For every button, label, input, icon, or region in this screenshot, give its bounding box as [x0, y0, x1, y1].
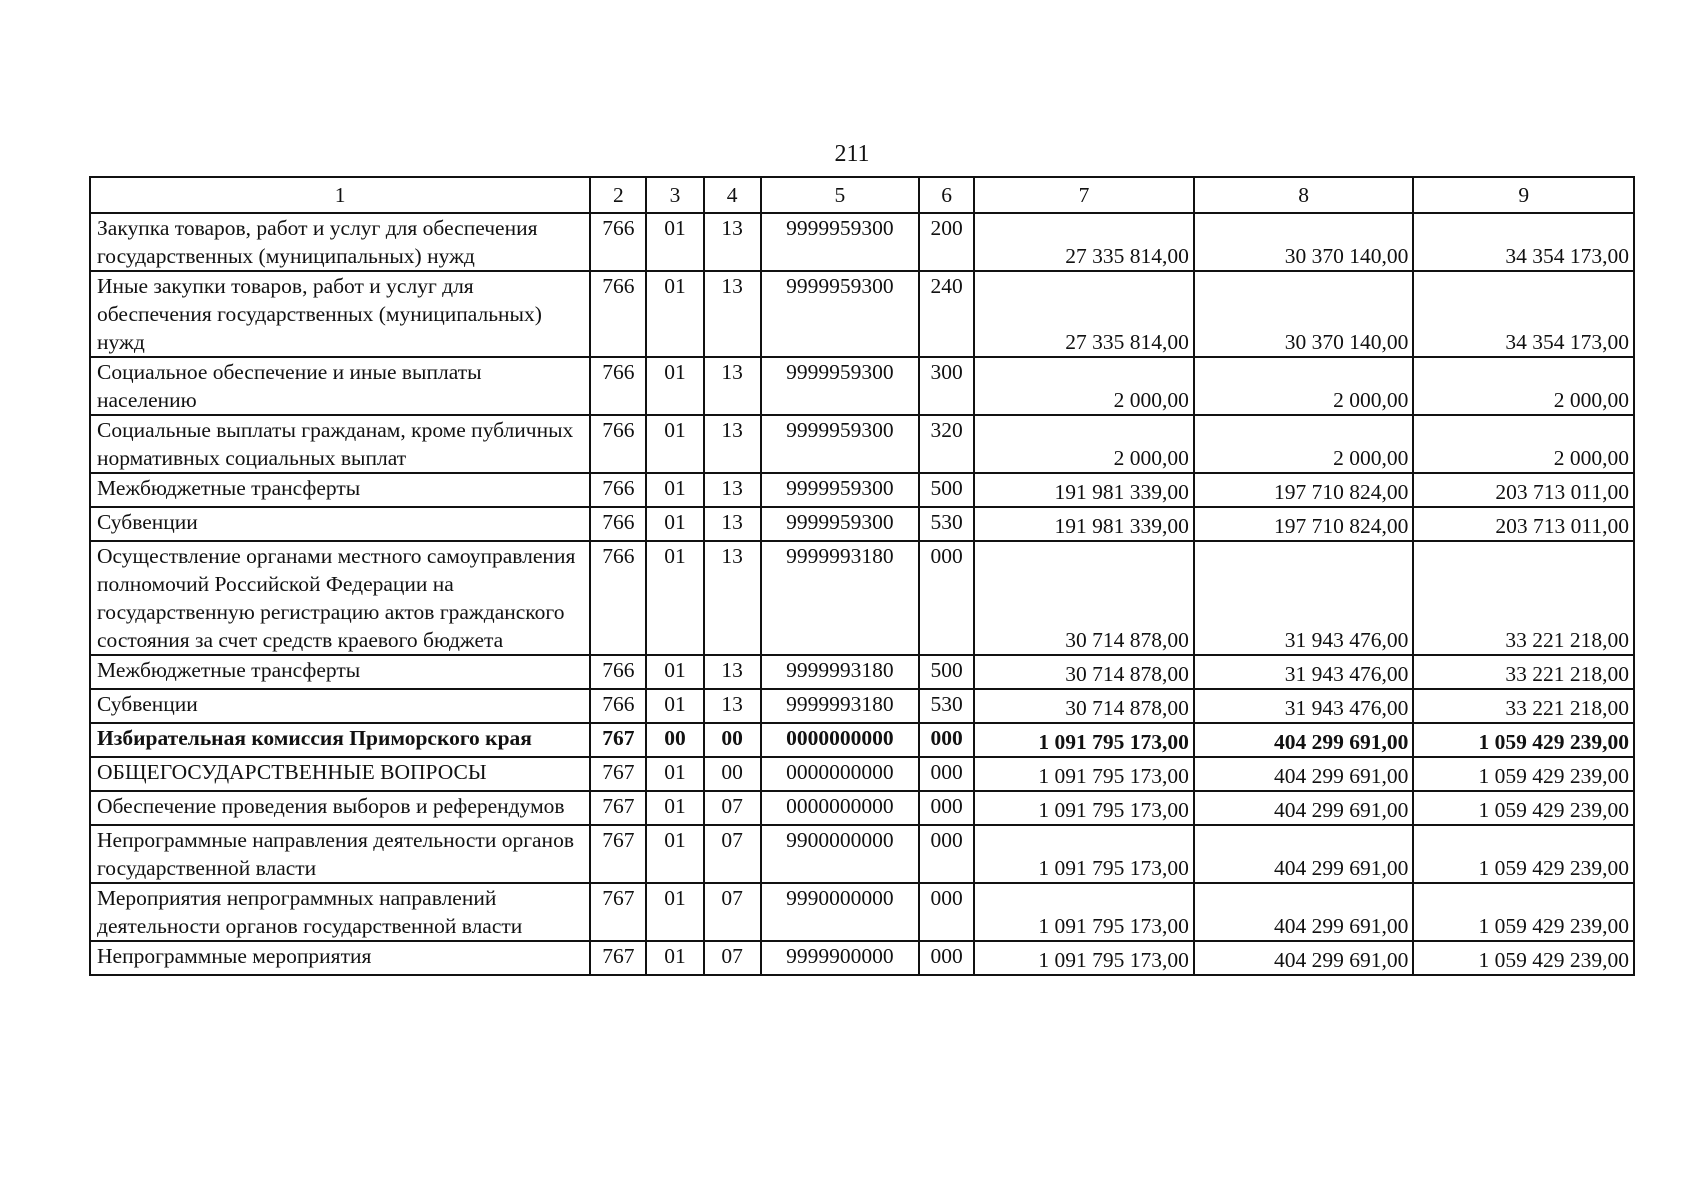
amount-col8-cell: 30 370 140,00 — [1194, 213, 1414, 271]
code-admin-cell: 766 — [590, 415, 646, 473]
amount-col7-cell: 1 091 795 173,00 — [974, 723, 1194, 757]
amount-col9-cell: 1 059 429 239,00 — [1413, 825, 1634, 883]
code-expense-type-cell: 000 — [919, 825, 974, 883]
table-row — [90, 655, 1634, 689]
amount-col7-cell: 30 714 878,00 — [974, 689, 1194, 723]
code-admin-cell: 766 — [590, 655, 646, 689]
code-section-cell: 01 — [646, 415, 703, 473]
amount-col9-cell: 34 354 173,00 — [1413, 271, 1634, 357]
code-target-cell: 9999959300 — [761, 415, 919, 473]
amount-col7-cell: 2 000,00 — [974, 357, 1194, 415]
code-subsection-cell: 13 — [704, 271, 761, 357]
code-section-cell: 01 — [646, 825, 703, 883]
code-subsection-cell: 00 — [704, 757, 761, 791]
amount-col8-cell: 30 370 140,00 — [1194, 271, 1414, 357]
amount-col8-cell: 404 299 691,00 — [1194, 723, 1414, 757]
table-row — [90, 473, 1634, 507]
amount-col8-cell: 2 000,00 — [1194, 415, 1414, 473]
code-subsection-cell: 07 — [704, 825, 761, 883]
header-cell: 9 — [1413, 177, 1634, 213]
amount-col8-cell: 31 943 476,00 — [1194, 655, 1414, 689]
code-target-cell: 9999900000 — [761, 941, 919, 975]
amount-col7-cell: 191 981 339,00 — [974, 507, 1194, 541]
amount-col7-cell: 1 091 795 173,00 — [974, 757, 1194, 791]
row-name-cell: Субвенции — [90, 689, 590, 723]
code-admin-cell: 767 — [590, 791, 646, 825]
code-target-cell: 9999993180 — [761, 689, 919, 723]
amount-col8-cell: 197 710 824,00 — [1194, 507, 1414, 541]
amount-col9-cell: 33 221 218,00 — [1413, 655, 1634, 689]
amount-col7-cell: 1 091 795 173,00 — [974, 825, 1194, 883]
amount-col7-cell: 30 714 878,00 — [974, 541, 1194, 655]
code-target-cell: 9999959300 — [761, 473, 919, 507]
code-expense-type-cell: 000 — [919, 757, 974, 791]
amount-col9-cell: 1 059 429 239,00 — [1413, 883, 1634, 941]
code-section-cell: 01 — [646, 655, 703, 689]
code-section-cell: 01 — [646, 757, 703, 791]
page-number: 211 — [834, 141, 870, 167]
code-target-cell: 9999959300 — [761, 271, 919, 357]
table-row — [90, 825, 1634, 883]
row-name-cell: Осуществление органами местного самоуправления полномочий Российской Федерации на государственную регистрацию актов гражданского состояния за счет средств краевого бюджета — [90, 541, 590, 655]
amount-col8-cell: 404 299 691,00 — [1194, 757, 1414, 791]
table-row — [90, 271, 1634, 357]
amount-col9-cell: 203 713 011,00 — [1413, 507, 1634, 541]
code-subsection-cell: 13 — [704, 357, 761, 415]
code-target-cell: 0000000000 — [761, 757, 919, 791]
amount-col9-cell: 1 059 429 239,00 — [1413, 941, 1634, 975]
row-name-cell: Межбюджетные трансферты — [90, 655, 590, 689]
code-target-cell: 9999993180 — [761, 541, 919, 655]
amount-col9-cell: 33 221 218,00 — [1413, 689, 1634, 723]
amount-col8-cell: 2 000,00 — [1194, 357, 1414, 415]
amount-col9-cell: 34 354 173,00 — [1413, 213, 1634, 271]
code-subsection-cell: 13 — [704, 213, 761, 271]
amount-col9-cell: 1 059 429 239,00 — [1413, 757, 1634, 791]
code-subsection-cell: 13 — [704, 507, 761, 541]
code-expense-type-cell: 000 — [919, 941, 974, 975]
table-row — [90, 213, 1634, 271]
code-subsection-cell: 13 — [704, 655, 761, 689]
code-subsection-cell: 07 — [704, 791, 761, 825]
code-section-cell: 01 — [646, 941, 703, 975]
code-section-cell: 01 — [646, 541, 703, 655]
amount-col9-cell: 203 713 011,00 — [1413, 473, 1634, 507]
amount-col7-cell: 1 091 795 173,00 — [974, 791, 1194, 825]
code-subsection-cell: 13 — [704, 689, 761, 723]
code-subsection-cell: 07 — [704, 941, 761, 975]
code-section-cell: 01 — [646, 473, 703, 507]
amount-col7-cell: 191 981 339,00 — [974, 473, 1194, 507]
table-row — [90, 757, 1634, 791]
table-row — [90, 941, 1634, 975]
row-name-cell: Непрограммные направления деятельности органов государственной власти — [90, 825, 590, 883]
code-admin-cell: 766 — [590, 213, 646, 271]
code-subsection-cell: 13 — [704, 415, 761, 473]
header-cell: 1 — [90, 177, 590, 213]
table-row — [90, 507, 1634, 541]
code-admin-cell: 766 — [590, 271, 646, 357]
row-name-cell: ОБЩЕГОСУДАРСТВЕННЫЕ ВОПРОСЫ — [90, 757, 590, 791]
code-admin-cell: 766 — [590, 473, 646, 507]
code-subsection-cell: 07 — [704, 883, 761, 941]
code-target-cell: 9999959300 — [761, 357, 919, 415]
header-cell: 2 — [590, 177, 646, 213]
code-subsection-cell: 00 — [704, 723, 761, 757]
row-name-cell: Обеспечение проведения выборов и референдумов — [90, 791, 590, 825]
code-expense-type-cell: 240 — [919, 271, 974, 357]
code-expense-type-cell: 000 — [919, 723, 974, 757]
code-section-cell: 01 — [646, 357, 703, 415]
code-target-cell: 9999959300 — [761, 507, 919, 541]
code-admin-cell: 766 — [590, 541, 646, 655]
code-admin-cell: 766 — [590, 689, 646, 723]
table-row — [90, 415, 1634, 473]
row-name-cell: Иные закупки товаров, работ и услуг для обеспечения государственных (муниципальных) нужд — [90, 271, 590, 357]
code-target-cell: 0000000000 — [761, 791, 919, 825]
row-name-cell: Закупка товаров, работ и услуг для обеспечения государственных (муниципальных) нужд — [90, 213, 590, 271]
header-cell: 8 — [1194, 177, 1414, 213]
code-target-cell: 9999993180 — [761, 655, 919, 689]
code-section-cell: 01 — [646, 791, 703, 825]
amount-col8-cell: 404 299 691,00 — [1194, 825, 1414, 883]
amount-col7-cell: 2 000,00 — [974, 415, 1194, 473]
code-admin-cell: 767 — [590, 825, 646, 883]
row-name-cell: Мероприятия непрограммных направлений деятельности органов государственной власти — [90, 883, 590, 941]
code-expense-type-cell: 530 — [919, 507, 974, 541]
row-name-cell: Избирательная комиссия Приморского края — [90, 723, 590, 757]
code-target-cell: 9999959300 — [761, 213, 919, 271]
amount-col8-cell: 404 299 691,00 — [1194, 941, 1414, 975]
code-section-cell: 01 — [646, 689, 703, 723]
code-target-cell: 0000000000 — [761, 723, 919, 757]
code-expense-type-cell: 500 — [919, 655, 974, 689]
table-row — [90, 689, 1634, 723]
code-section-cell: 01 — [646, 507, 703, 541]
amount-col8-cell: 31 943 476,00 — [1194, 689, 1414, 723]
code-admin-cell: 767 — [590, 941, 646, 975]
amount-col9-cell: 2 000,00 — [1413, 357, 1634, 415]
budget-table — [89, 176, 1635, 976]
code-section-cell: 01 — [646, 271, 703, 357]
amount-col8-cell: 31 943 476,00 — [1194, 541, 1414, 655]
amount-col7-cell: 27 335 814,00 — [974, 271, 1194, 357]
code-expense-type-cell: 500 — [919, 473, 974, 507]
code-subsection-cell: 13 — [704, 473, 761, 507]
code-subsection-cell: 13 — [704, 541, 761, 655]
amount-col7-cell: 30 714 878,00 — [974, 655, 1194, 689]
code-target-cell: 9990000000 — [761, 883, 919, 941]
table-row — [90, 357, 1634, 415]
code-expense-type-cell: 300 — [919, 357, 974, 415]
code-admin-cell: 767 — [590, 757, 646, 791]
table-row — [90, 723, 1634, 757]
header-cell: 5 — [761, 177, 919, 213]
code-admin-cell: 767 — [590, 883, 646, 941]
code-section-cell: 00 — [646, 723, 703, 757]
amount-col9-cell: 2 000,00 — [1413, 415, 1634, 473]
code-expense-type-cell: 320 — [919, 415, 974, 473]
code-admin-cell: 767 — [590, 723, 646, 757]
header-cell: 4 — [704, 177, 761, 213]
amount-col9-cell: 33 221 218,00 — [1413, 541, 1634, 655]
table-row — [90, 791, 1634, 825]
code-target-cell: 9900000000 — [761, 825, 919, 883]
code-expense-type-cell: 000 — [919, 541, 974, 655]
code-admin-cell: 766 — [590, 357, 646, 415]
table-header-row — [90, 177, 1634, 213]
code-expense-type-cell: 000 — [919, 883, 974, 941]
row-name-cell: Непрограммные мероприятия — [90, 941, 590, 975]
amount-col7-cell: 1 091 795 173,00 — [974, 941, 1194, 975]
header-cell: 6 — [919, 177, 974, 213]
code-section-cell: 01 — [646, 213, 703, 271]
amount-col9-cell: 1 059 429 239,00 — [1413, 723, 1634, 757]
amount-col8-cell: 404 299 691,00 — [1194, 791, 1414, 825]
code-admin-cell: 766 — [590, 507, 646, 541]
amount-col7-cell: 27 335 814,00 — [974, 213, 1194, 271]
code-section-cell: 01 — [646, 883, 703, 941]
code-expense-type-cell: 200 — [919, 213, 974, 271]
amount-col8-cell: 197 710 824,00 — [1194, 473, 1414, 507]
table-row — [90, 541, 1634, 655]
code-expense-type-cell: 530 — [919, 689, 974, 723]
table-row — [90, 883, 1634, 941]
header-cell: 3 — [646, 177, 703, 213]
row-name-cell: Субвенции — [90, 507, 590, 541]
row-name-cell: Социальные выплаты гражданам, кроме публичных нормативных социальных выплат — [90, 415, 590, 473]
row-name-cell: Межбюджетные трансферты — [90, 473, 590, 507]
code-expense-type-cell: 000 — [919, 791, 974, 825]
header-cell: 7 — [974, 177, 1194, 213]
amount-col8-cell: 404 299 691,00 — [1194, 883, 1414, 941]
amount-col9-cell: 1 059 429 239,00 — [1413, 791, 1634, 825]
amount-col7-cell: 1 091 795 173,00 — [974, 883, 1194, 941]
row-name-cell: Социальное обеспечение и иные выплаты населению — [90, 357, 590, 415]
